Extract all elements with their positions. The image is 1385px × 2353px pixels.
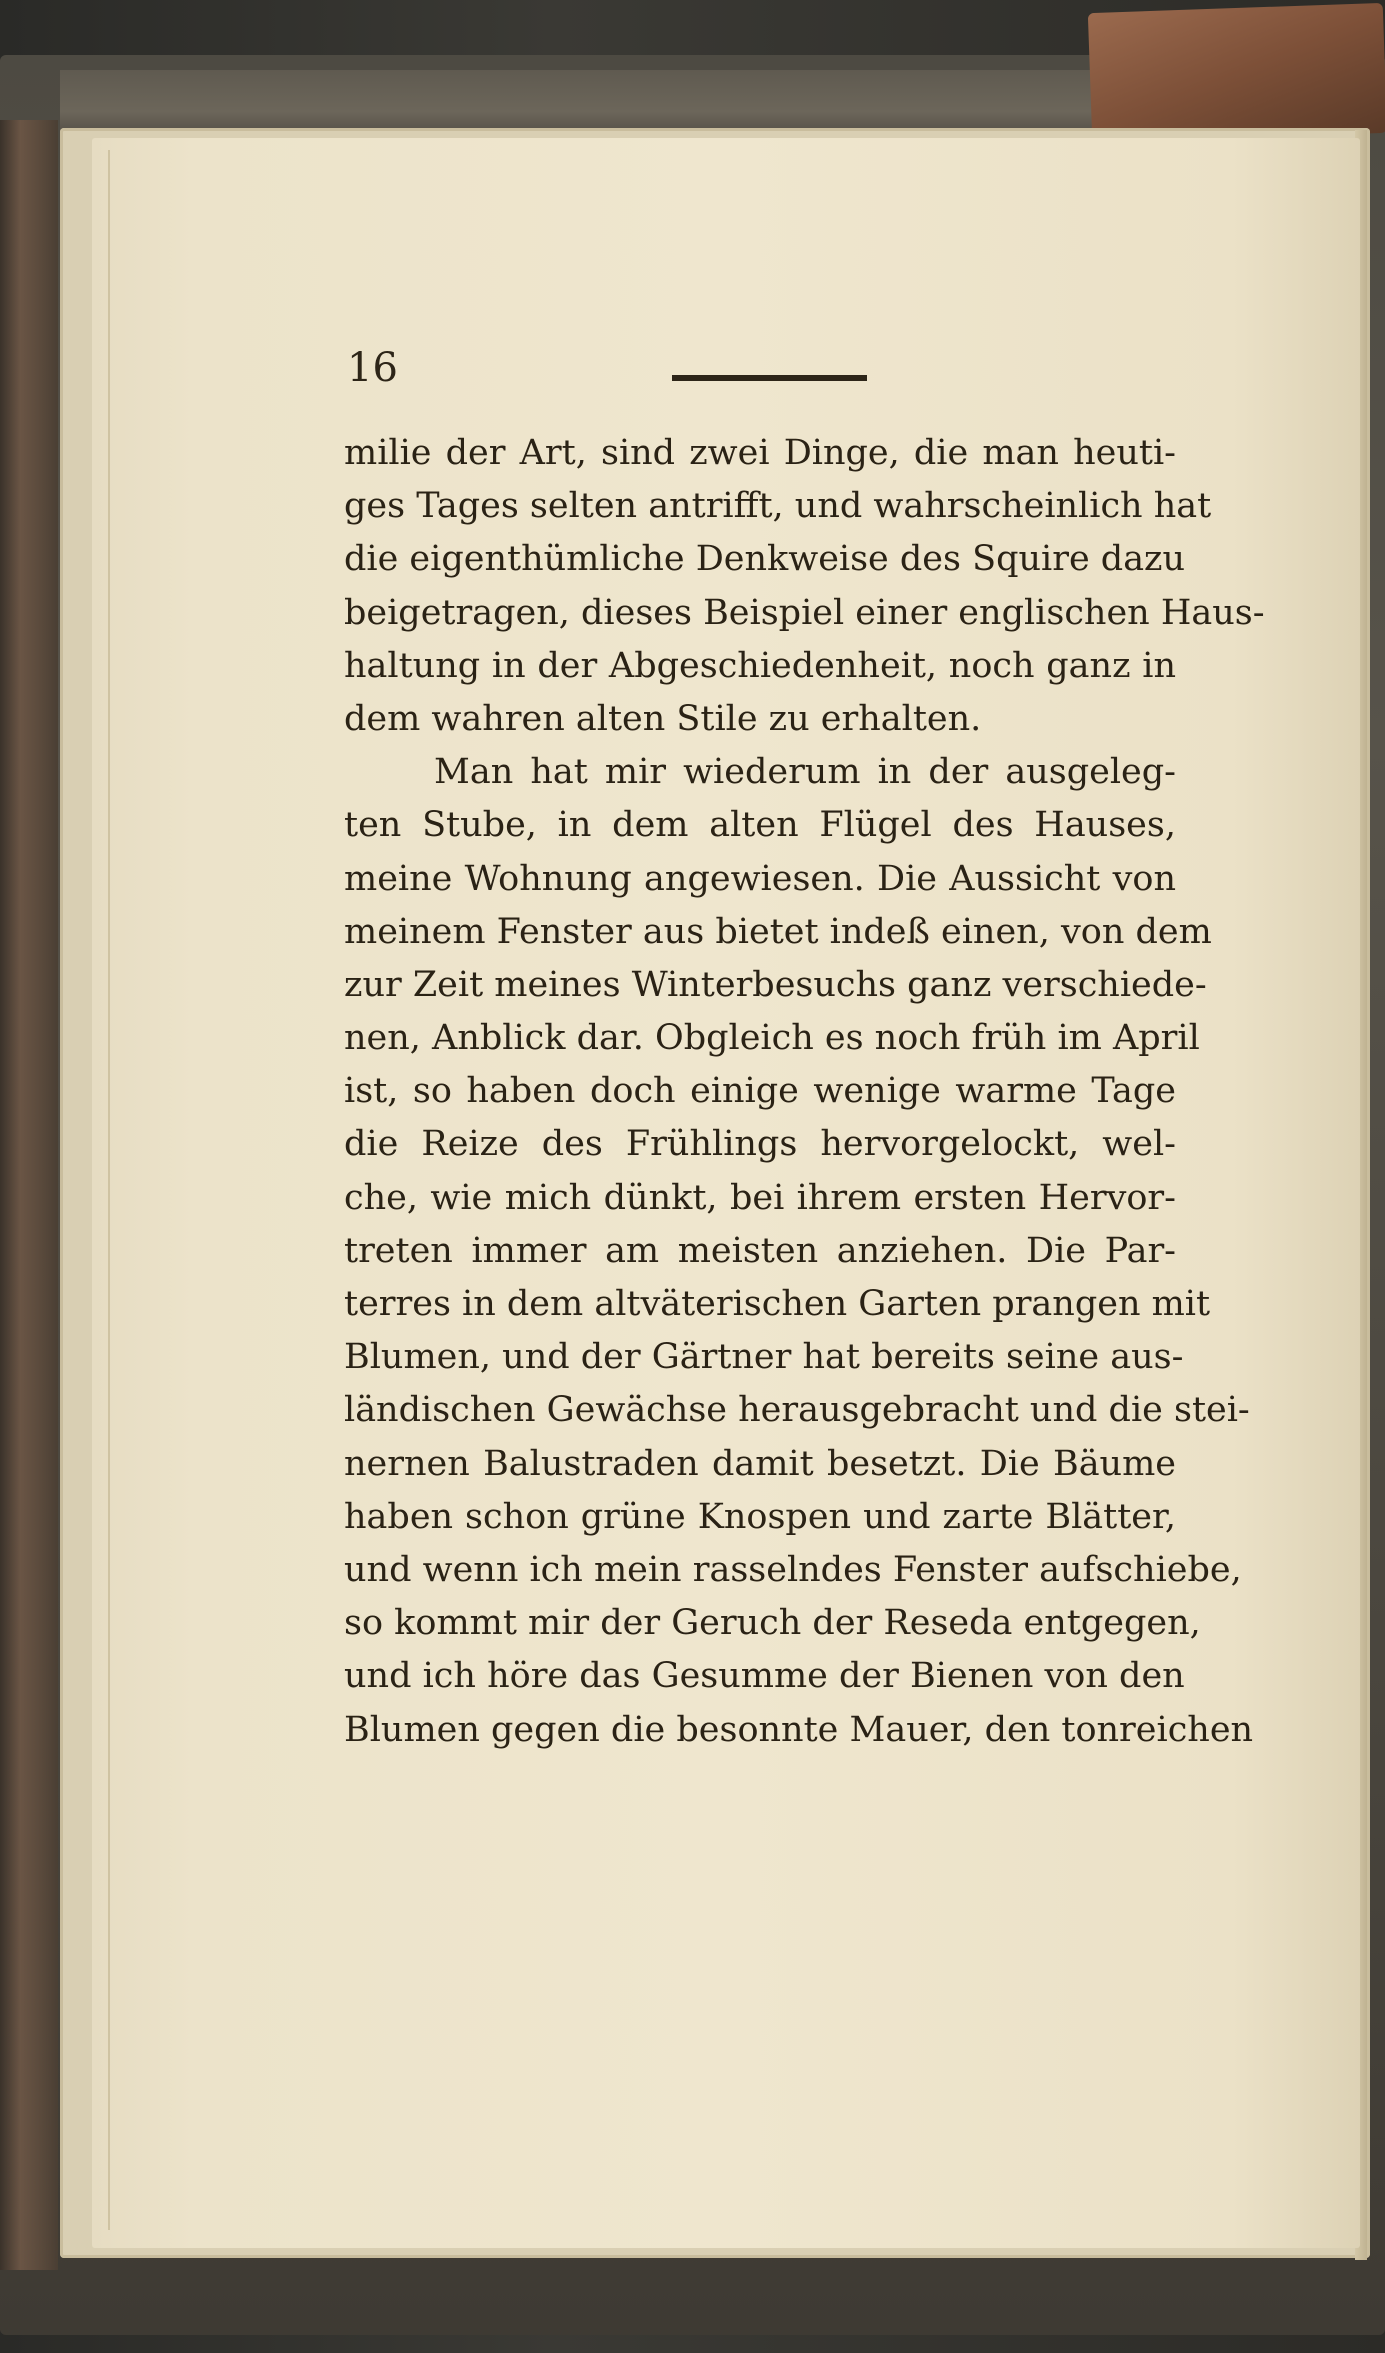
text-line: zur Zeit meines Winterbesuchs ganz verschiede- — [344, 964, 1207, 1005]
text-line: ländischen Gewächse herausgebracht und die stei- — [344, 1390, 1250, 1431]
text-line: ist, so haben doch einige wenige warme Tage — [344, 1071, 1176, 1112]
page-number: 16 — [347, 345, 398, 391]
text-line: nen, Anblick dar. Obgleich es noch früh im April — [344, 1018, 1200, 1059]
text-line: die eigenthümliche Denkweise des Squire dazu — [344, 539, 1186, 580]
text-line: meinem Fenster aus bietet indeß einen, von dem — [344, 911, 1212, 952]
text-line: so kommt mir der Geruch der Reseda entgegen, — [344, 1603, 1201, 1644]
text-line: Blumen, und der Gärtner hat bereits seine aus- — [344, 1337, 1184, 1378]
page-fold-line — [108, 150, 110, 2230]
text-line: ges Tages selten antrifft, und wahrscheinlich hat — [344, 486, 1212, 527]
cover-left-edge — [0, 120, 58, 2270]
header-rule — [672, 375, 867, 381]
text-line: haltung in der Abgeschiedenheit, noch ganz in — [344, 645, 1176, 686]
leather-corner — [1088, 3, 1385, 143]
page-header — [347, 345, 1167, 395]
text-line: beigetragen, dieses Beispiel einer englischen Haus- — [344, 592, 1265, 633]
text-line: meine Wohnung angewiesen. Die Aussicht von — [344, 858, 1176, 899]
text-line: Man hat mir wiederum in der ausgeleg- — [434, 752, 1176, 793]
text-line: haben schon grüne Knospen und zarte Blätter, — [344, 1496, 1176, 1537]
text-line: treten immer am meisten anziehen. Die Par- — [344, 1230, 1176, 1271]
text-line: ten Stube, in dem alten Flügel des Hauses, — [344, 805, 1176, 846]
body-text — [344, 427, 1265, 1757]
text-line: che, wie mich dünkt, bei ihrem ersten Hervor- — [344, 1177, 1176, 1218]
text-line: die Reize des Frühlings hervorgelockt, wel- — [344, 1124, 1176, 1165]
text-line: terres in dem altväterischen Garten prangen mit — [344, 1284, 1211, 1324]
text-line: Blumen gegen die besonnte Mauer, den tonreichen — [344, 1709, 1254, 1750]
text-line: milie der Art, sind zwei Dinge, die man heuti- — [344, 433, 1176, 473]
text-line: nernen Balustraden damit besetzt. Die Bäume — [344, 1443, 1176, 1484]
text-line: und wenn ich mein rasselndes Fenster aufschiebe, — [344, 1549, 1242, 1590]
text-line: und ich höre das Gesumme der Bienen von den — [344, 1656, 1185, 1697]
text-line: dem wahren alten Stile zu erhalten. — [344, 698, 982, 739]
